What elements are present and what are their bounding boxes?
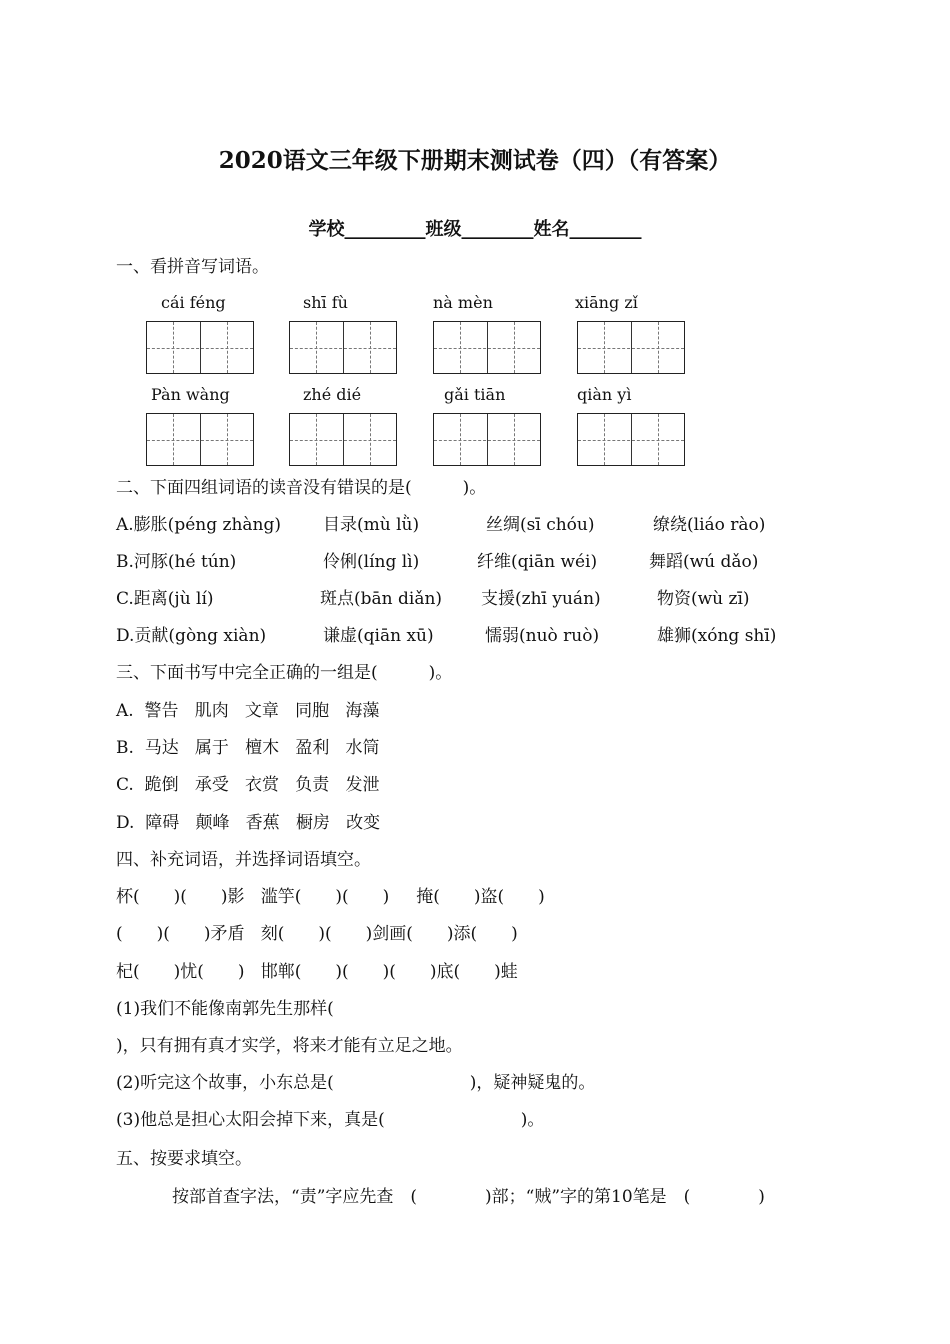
idiom-fill-line-1[interactable]: 杯( )( )影 滥竽( )( ) 掩( )盗( )	[116, 887, 545, 907]
radical-question: 按部首查字法，“责”字应先查 ( )部；“贼”字的第10笔是 ( )	[172, 1187, 765, 1207]
writing-grid[interactable]	[577, 321, 685, 374]
option-b: B. 马达 属于 檀木 盈利 水筒	[116, 738, 380, 758]
writing-grid[interactable]	[146, 321, 254, 374]
option-a-word-1: A.膨胀(péng zhàng)	[116, 515, 281, 535]
pinyin-label: gǎi tiān	[444, 385, 506, 404]
question-3: (3)他总是担心太阳会掉下来，真是( )。	[116, 1110, 545, 1130]
option-a: A. 警告 肌肉 文章 同胞 海藻	[116, 701, 380, 721]
option-d-word-2: 谦虚(qiān xū)	[323, 626, 434, 646]
option-a-word-2: 目录(mù lǜ)	[323, 515, 420, 535]
option-c-word-1: C.距离(jù lí)	[116, 589, 214, 609]
pinyin-label: xiāng zǐ	[575, 293, 638, 312]
section-3-heading: 三、下面书写中完全正确的一组是( )。	[116, 663, 453, 683]
option-c-word-3: 支援(zhī yuán)	[481, 589, 601, 609]
pinyin-label: qiàn yì	[577, 385, 632, 404]
option-b-word-3: 纤维(qiān wéi)	[477, 552, 598, 572]
pinyin-label: nà mèn	[433, 293, 493, 312]
option-d-word-3: 懦弱(nuò ruò)	[485, 626, 600, 646]
idiom-fill-line-3[interactable]: 杞( )忧( ) 邯郸( )( )( )底( )蛙	[116, 962, 518, 982]
section-1-heading: 一、看拼音写词语。	[116, 257, 269, 277]
option-d-word-1: D.贡献(gòng xiàn)	[116, 626, 267, 646]
pinyin-label: cái féng	[161, 293, 226, 312]
option-c-word-4: 物资(wù zī)	[657, 589, 750, 609]
option-a-word-3: 丝绸(sī chóu)	[486, 515, 595, 535]
section-2-heading: 二、下面四组词语的读音没有错误的是( )。	[116, 478, 487, 498]
writing-grid[interactable]	[289, 413, 397, 466]
pinyin-label: shī fù	[303, 293, 348, 312]
option-c: C. 跪倒 承受 衣赏 负责 发泄	[116, 775, 380, 795]
pinyin-label: Pàn wàng	[151, 385, 230, 404]
option-c-word-2: 斑点(bān diǎn)	[320, 589, 443, 609]
page-title: 2020语文三年级下册期末测试卷（四）（有答案）	[218, 147, 732, 174]
question-1-part-2: )，只有拥有真才实学，将来才能有立足之地。	[116, 1036, 463, 1056]
writing-grid[interactable]	[433, 321, 541, 374]
writing-grid[interactable]	[289, 321, 397, 374]
option-b-word-4: 舞蹈(wú dǎo)	[649, 552, 759, 572]
student-info-line: 学校_________班级________姓名________	[308, 219, 642, 240]
question-1-part-1: (1)我们不能像南郭先生那样(	[116, 999, 334, 1019]
option-d: D. 障碍 颠峰 香蕉 橱房 改变	[116, 813, 381, 833]
writing-grid[interactable]	[577, 413, 685, 466]
option-b-word-2: 伶俐(líng lì)	[323, 552, 420, 572]
section-4-heading: 四、补充词语，并选择词语填空。	[116, 850, 371, 870]
option-a-word-4: 缭绕(liáo rào)	[653, 515, 766, 535]
option-b-word-1: B.河豚(hé tún)	[116, 552, 237, 572]
writing-grid[interactable]	[146, 413, 254, 466]
option-d-word-4: 雄狮(xóng shī)	[657, 626, 777, 646]
writing-grid[interactable]	[433, 413, 541, 466]
idiom-fill-line-2[interactable]: ( )( )矛盾 刻( )( )剑画( )添( )	[116, 924, 518, 944]
pinyin-label: zhé dié	[303, 385, 362, 404]
question-2: (2)听完这个故事，小东总是( )，疑神疑鬼的。	[116, 1073, 596, 1093]
section-5-heading: 五、按要求填空。	[116, 1149, 252, 1169]
